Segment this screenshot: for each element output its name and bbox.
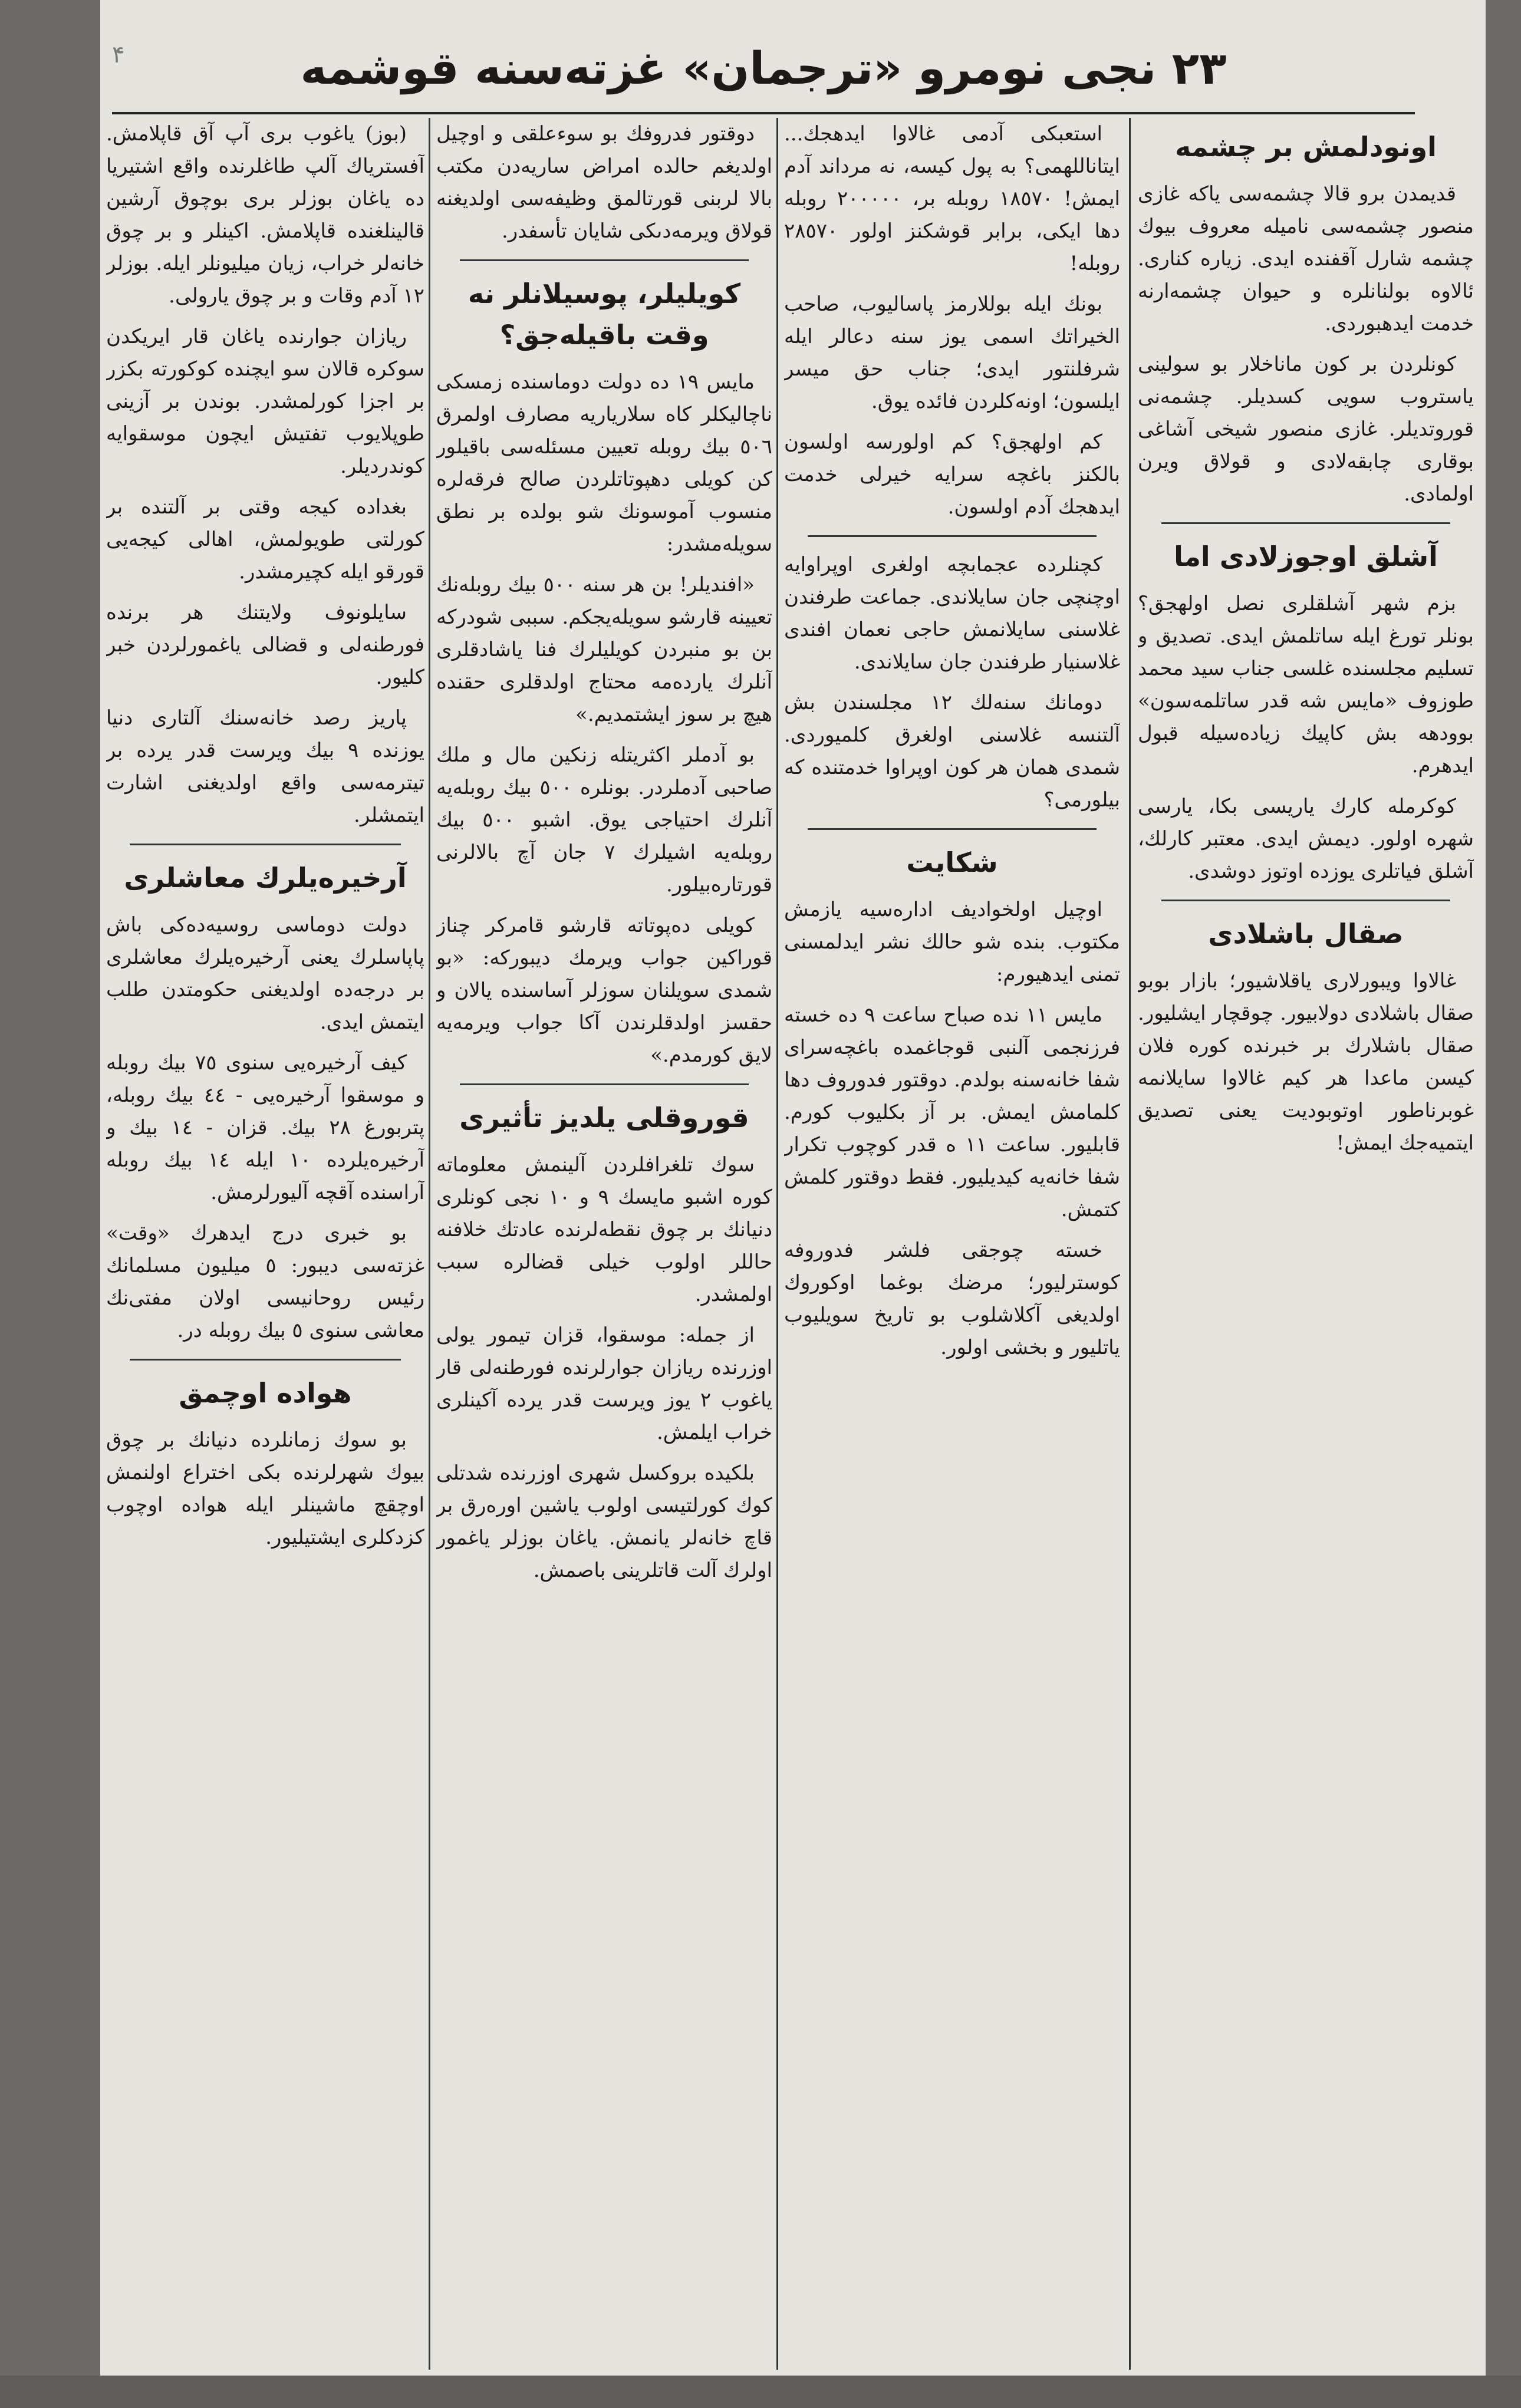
article-paragraph: دولت دوماسى روسيه‌ده‌كى باش پاپاسلرك يعنى آرخيره‌يلرك معاشلرى بر درجه‌ده اولديغنى حكومتدن طلب ايتمش ايدى.: [106, 913, 424, 1034]
article-headline: اونودلمش بر چشمه: [1175, 131, 1437, 163]
article-headline: شكايت: [906, 846, 998, 878]
article-paragraph: سوك تلغرافلردن آلينمش معلوماته كوره اشبو مايسك ٩ و ١٠ نجى كونلرى دنيانك بر چوق نقطه‌لرنده عادتك خلافنه حاللر اولوب خيلى قضالره سبب اولمشدر.: [436, 1153, 772, 1306]
article-paragraph: كوكرمله كارك ياريسى بكا، يارسى شهره اولور. ديمش ايدى. معتبر كارلك، آشلق فياتلرى يوزده اوتوز دوشدى.: [1138, 795, 1474, 883]
section-divider: [808, 828, 1097, 830]
article-headline: آشلق اوجوزلادى اما: [1174, 541, 1438, 572]
column-1: [1138, 118, 1474, 2370]
article-paragraph: بونك ايله بوللارمز پاساليوب، صاحب الخيراتك اسمى يوز سنه دعالر ايله شرفلنتور ايدى؛ جناب حق ميسر ايلسون؛ اونه‌كلردن فائده يوق.: [784, 292, 1120, 413]
article-paragraph: بغداده كيجه وقتى بر آلتنده بر كورلتى طويولمش، اهالى كيجه‌يى قورقو ايله كچيرمشدر.: [106, 495, 424, 584]
article-headline: قوروقلى يلديز تأثيرى: [459, 1102, 749, 1134]
section-divider: [808, 535, 1097, 537]
article-paragraph: از جمله: موسقوا، قزان تيمور يولى اوزرنده ريازان جوارلرنده فورطنه‌لى قار ياغوب ٢ يوز ويرست قدر يرده آكينلرى خراب ايلمش.: [436, 1323, 772, 1444]
article-paragraph: «افنديلر! بن هر سنه ٥٠٠ بيك روبله‌نك تعيينه قارشو سويله‌يجكم. سببى شودركه بن بو منبردن كويليلرك فنا ياشادقلرى آنلرك يارده‌مه محتاج اولدقلرى حقنده هيچ بر سوز ايشتمديم.»: [436, 573, 772, 726]
article-paragraph: بو سوك زمانلرده دنيانك بر چوق بيوك شهرلرنده بكى اختراع اولنمش اوچقچ ماشينلر ايله هواده اوچوب كزدكلرى ايشتيليور.: [106, 1428, 424, 1549]
article-paragraph: بزم شهر آشلقلرى نصل اولهجق؟ بونلر تورغ ايله ساتلمش ايدى. تصديق و تسليم مجلسنده غلسى جناب سيد محمد طوزوف «مايس شه قدر ساتلمه‌سون» بوودهه بش كاپيك زياده‌سيله قبول ايدهرم.: [1138, 592, 1474, 778]
article-paragraph: پاريز رصد خانه‌سنك آلتارى دنيا يوزنده ٩ بيك ويرست قدر يرده بر تيترمه‌سى واقع اولديغنى اشارت ايتمشلر.: [106, 706, 424, 827]
masthead: [112, 24, 1415, 114]
article-paragraph: كيف آرخيره‌يى سنوى ٧٥ بيك روبله و موسقوا آرخيره‌يى - ٤٤ بيك روبله، پتربورغ ٢٨ بيك. قزان - ١٤ بيك و آرخيره‌يلرده ١٠ ايله ١٤ بيك روبله آراسنده آقچه آليورلرمش.: [106, 1051, 424, 1204]
corner-mark: ۴: [112, 41, 125, 68]
column-rule: [1129, 118, 1131, 2370]
article-headline: صقال باشلادى: [1208, 918, 1404, 950]
article-paragraph: اوچيل اولخواديف اداره‌سيه يازمش مكتوب. بنده شو حالك نشر ايدلمسنى تمنى ايدهيورم:: [784, 898, 1120, 986]
section-divider: [1161, 522, 1450, 524]
article-headline: آرخيره‌يلرك معاشلرى: [124, 862, 407, 894]
column-4: [106, 118, 424, 2370]
article-headline: كويليلر، پوسيلانلر نه وقت باقيله‌جق؟: [468, 278, 741, 351]
article-paragraph: دومانك سنه‌لك ١٢ مجلسندن بش آلتنسه غلاسنى اولغرق كلميوردى. شمدى همان هر كون اوپراوا خدمتنده كه بيلورمى؟: [784, 691, 1120, 812]
article-paragraph: بو خبرى درج ايدهرك «وقت» غزته‌سى ديبور: ٥ ميليون مسلمانك رئيس روحانيسى اولان مفتى‌نك معاشى سنوى ٥ بيك روبله در.: [106, 1221, 424, 1342]
article-paragraph: استعبكى آدمى غالاوا ايدهجك... ايتاناللهمى؟ به پول كیسه، نه مرداند آدم ايمش! ١٨٥٧٠ روبله بر، ٢٠٠٠٠٠ روبله دها ايكى، برابر قوشكنز اولور ٢٨٥٧٠ روبله!: [784, 122, 1120, 275]
article-headline: هواده اوچمق: [179, 1377, 352, 1409]
article-paragraph: بلكيده بروكسل شهرى اوزرنده شدتلى كوك كورلتيسى اولوب ياشين اوره‌رق بر قاچ خانه‌لر يانمش. ياغان بوزلر ياغمور اولرك آلت قاتلرينى باصمش.: [436, 1461, 772, 1582]
section-divider: [130, 1359, 401, 1361]
article-paragraph: سايلونوف ولايتنك هر برنده فورطنه‌لى و قضالى ياغمورلردن خبر كليور.: [106, 601, 424, 689]
column-rule: [776, 118, 778, 2370]
page-title: ٢٣ نجى نومرو «ترجمان» غزته‌سنه قوشمه: [300, 41, 1227, 94]
section-divider: [460, 259, 749, 261]
article-paragraph: مايس ١١ نده صباح ساعت ٩ ده خسته فرزنجمى آلنبى قوجاغمده باغچه‌سراى شفا خانه‌سنه بولدم. دوقتور فدوروف دها كلمامش ايمش. بر آز بكليوب كورم. قابليور. ساعت ١١ ه قدر كوچوب تكرار شفا خانه‌يه كيد‌يليور. فقط دوقتور كلمش كتمش.: [784, 1003, 1120, 1221]
article-paragraph: كويلى ده‌پوتاته قارشو قامركر چناز قوراكين جواب ويرمك ديبوركه: «بو شمدى سويلنان سوزلر آساسنده يالان و حقسز اولدقلرندن آكا جواب ويرمه‌يه لايق كورمدم.»: [436, 914, 772, 1067]
section-divider: [460, 1083, 749, 1085]
bottom-scan-margin: [0, 2376, 1521, 2408]
article-paragraph: مايس ١٩ ده دولت دوماسنده زمسكى ناچاليكلر كاه سلارياريه مصارف اولمرق ٥٠٦ بيك روبله تعيين مسئله‌سى باقيلور كن كويلى دهپوتاتلردن صالح فرقه‌لره منسوب آموسونك شو بولده بر نطق سويله‌مشدر:: [436, 370, 772, 556]
right-scan-margin: [1486, 0, 1521, 2408]
article-paragraph: ريازان جوارنده ياغان قار ايريكدن سوكره قالان سو ايچنده كوكورته بكزر بر اجزا كورلمشدر. بوندن بر آزينى طوپلايوب تفتيش ايچون موسقوايه كوندرديلر.: [106, 325, 424, 478]
section-divider: [130, 844, 401, 845]
article-paragraph: غالاوا ويبورلارى ياقلاشيور؛ بازار بوبو صقال باشلادى دولابيور. چوقچار ايشليور. صقال باشلارك بر خبرنده كوره فلان كيسن ماعدا هر كيم غالاوا سايلانمه غوبرناطور اوتوبوديت يعنى تصديق ايتميه‌جك ايمش!: [1138, 969, 1474, 1155]
section-divider: [1161, 900, 1450, 901]
column-rule: [429, 118, 430, 2370]
column-2: [784, 118, 1120, 2370]
article-paragraph: قديمدن برو قالا چشمه‌سى ياكه غازى منصور چشمه‌سى نامیله معروف بیوك چشمه شارل آقفنده ايدى. زياره كنارى. ئالاوه بولنانلره و حیوان چشمه‌ارنه خدمت ايدهبوردى.: [1138, 182, 1474, 335]
article-paragraph: كونلردن بر كون ماناخلار بو سولینی یاستروب سویى کسدیلر. چشمه‌نى قوروتدیلر. غازى منصور شیخى آشاغى بوقارى چابقه‌لادى و قولاق ویرن اولمادى.: [1138, 353, 1474, 506]
left-scan-margin: [0, 0, 100, 2408]
article-paragraph: كم اولهجق؟ كم اولورسه اولسون بالكنز باغچه سرايه خيرلى خدمت ايدهجك آدم اولسون.: [784, 430, 1120, 519]
article-paragraph: (بوز) ياغوب برى آپ آق قاپلامش. آفسترياك آلپ طاغلرنده واقع اشتيريا ده ياغان بوزلر برى بوچوق آرشين قالينلغنده قاپلامش. اكينلر و بر چوق خانه‌لر خراب، زيان ميليونلر ايله. بوزلر ١٢ آدم وقات و بر چوق يارولى.: [106, 122, 424, 308]
article-paragraph: دوقتور فدروفك بو سوءعلقى و اوچيل اولديغم حالده امراض ساريه‌دن مكتب بالا لربنى قورتالمق وظيفه‌سى اولديغنه قولاق ويرمه‌دىكى شايان تأسفدر.: [436, 122, 772, 243]
article-paragraph: كچنلرده عجمابچه اولغرى اوپراوايه اوچنچى جان سايلاندى. جماعت طرفندن غلاسنى سايلانمش حاجى نعمان افندى غلاسنيار طرفندن جان سايلاندى.: [784, 553, 1120, 674]
column-3: [436, 118, 772, 2370]
article-paragraph: بو آدملر اكثريتله زنكين مال و ملك صاحبى آدملردر. بونلره ٥٠٠ بيك روبله‌يه آنلرك احتياجى يوق. اشبو ٥٠٠ بيك روبله‌يه اشيلرك ٧ جان آچ بالالرنى قورتاره‌بيلور.: [436, 743, 772, 897]
article-paragraph: خسته چوجقى فلشر فدوروفه كوسترليور؛ مرضك بوغما اوكوروك اولديغى آكلاشلوب بو تاريخ سويليوب ياتليور و بخشى اولور.: [784, 1238, 1120, 1359]
